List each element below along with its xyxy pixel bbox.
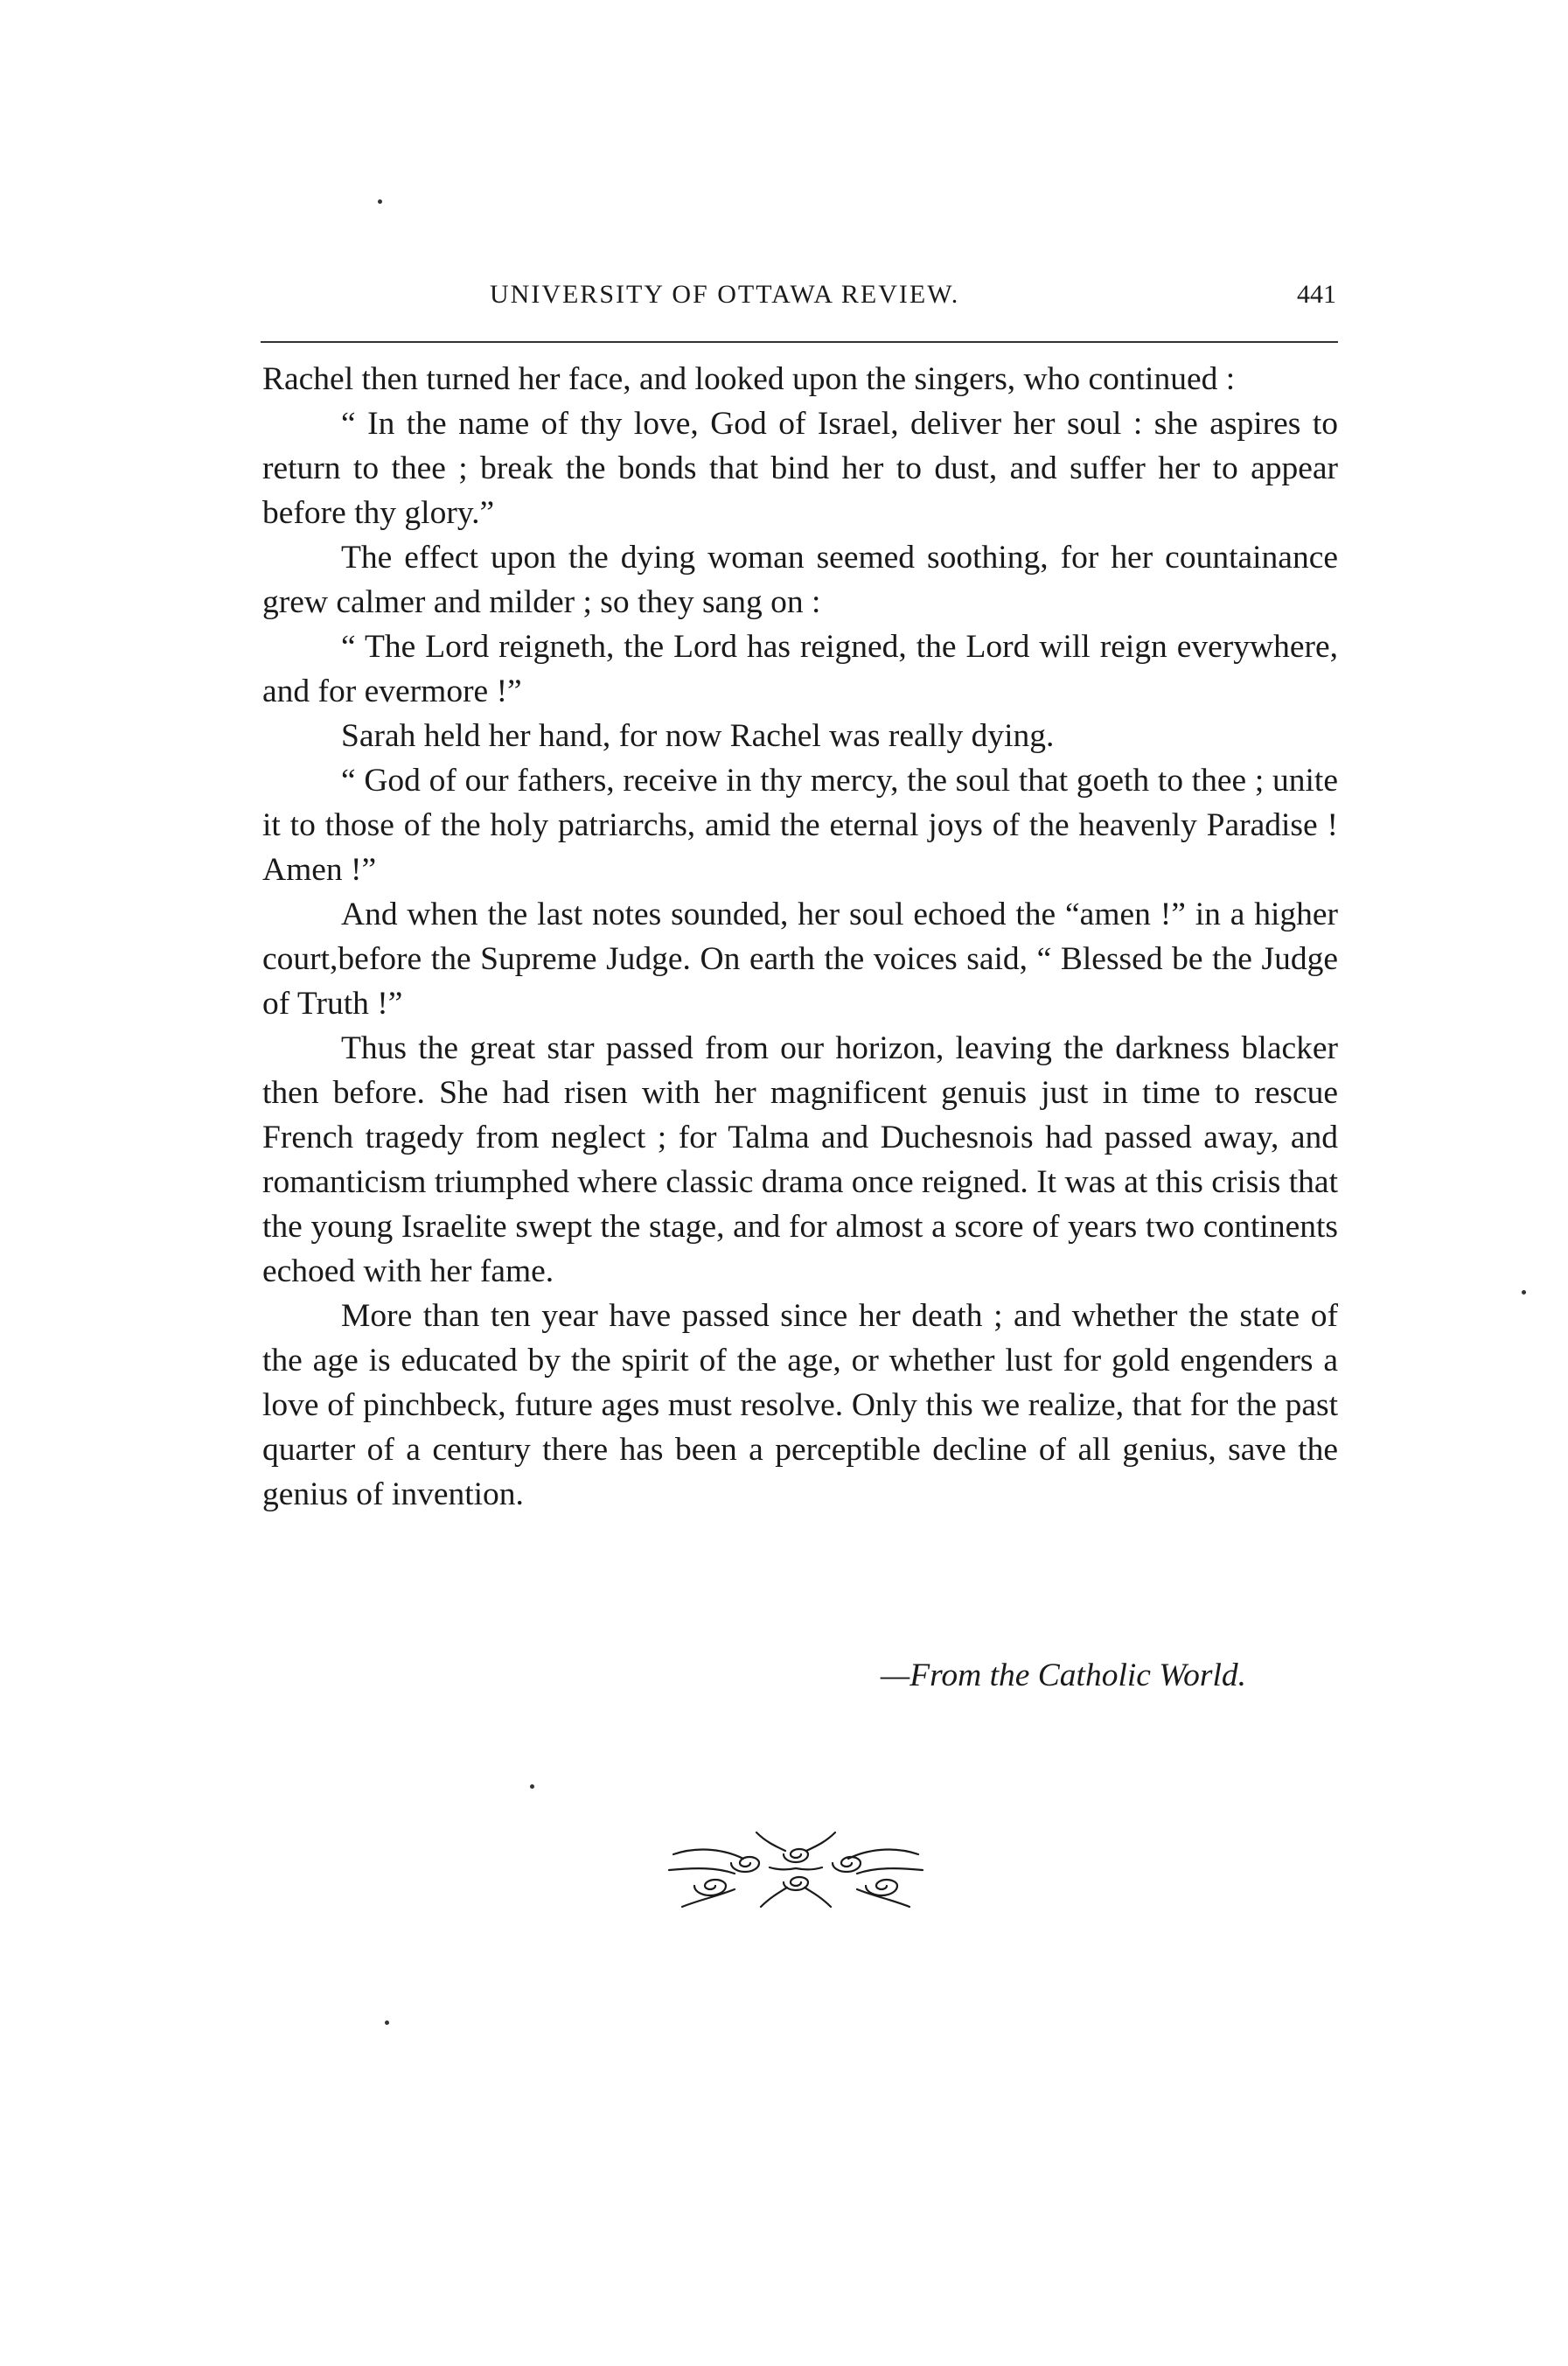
paragraph-continued: Rachel then turned her face, and looked upon the singers, who continued : [262, 361, 1236, 397]
spiral-flourish-ornament-icon [665, 1819, 927, 1916]
page-header [261, 273, 1336, 317]
paragraph: “ In the name of thy love, God of Israel, deliver her soul : she aspires to return to thee ; break the bonds that bind her to dust, and suffer her to appear before thy glory.” [262, 406, 1338, 531]
page-number: 441 [1297, 280, 1336, 309]
paragraph: Sarah held her hand, for now Rachel was really dying. [341, 718, 1055, 754]
source-attribution: —From the Catholic World. [880, 1658, 1246, 1693]
scan-speck [530, 1784, 534, 1789]
running-head: UNIVERSITY OF OTTAWA REVIEW. [490, 280, 960, 309]
paragraph: “ God of our fathers, receive in thy mercy, the soul that goeth to thee ; unite it to those of the holy patriarchs, amid the eternal joys of the heavenly Paradise ! Amen !” [262, 763, 1338, 888]
scan-speck [385, 2021, 389, 2025]
paragraph: The effect upon the dying woman seemed soothing, for her countainance grew calmer and milder ; so they sang on : [262, 540, 1338, 620]
paragraph: More than ten year have passed since her death ; and whether the state of the age is educated by the spirit of the age, or whether lust for gold engenders a love of pinchbeck, future ages must resolve. Only this we realize, that for the past quarter of a century there has been a perceptible decline of all genius, save the genius of invention. [262, 1298, 1338, 1512]
paragraph: And when the last notes sounded, her soul echoed the “amen !” in a higher court,before the Supreme Judge. On earth the voices said, “ Blessed be the Judge of Truth !” [262, 897, 1338, 1022]
scan-speck [1522, 1290, 1526, 1295]
paragraph: Thus the great star passed from our horizon, leaving the darkness blacker then before. She had risen with her magnificent genuis just in time to rescue French tragedy from neglect ; for Talma and Duchesnois had passed away, and romanticism triumphed where classic drama once reigned. It was at this crisis that the young Israelite swept the stage, and for almost a score of years two continents echoed with her fame. [262, 1030, 1338, 1289]
scan-speck [378, 199, 382, 204]
header-rule [261, 341, 1338, 343]
article-body [262, 357, 1338, 1517]
paragraph: “ The Lord reigneth, the Lord has reigned, the Lord will reign everywhere, and for evermore !” [262, 629, 1338, 709]
